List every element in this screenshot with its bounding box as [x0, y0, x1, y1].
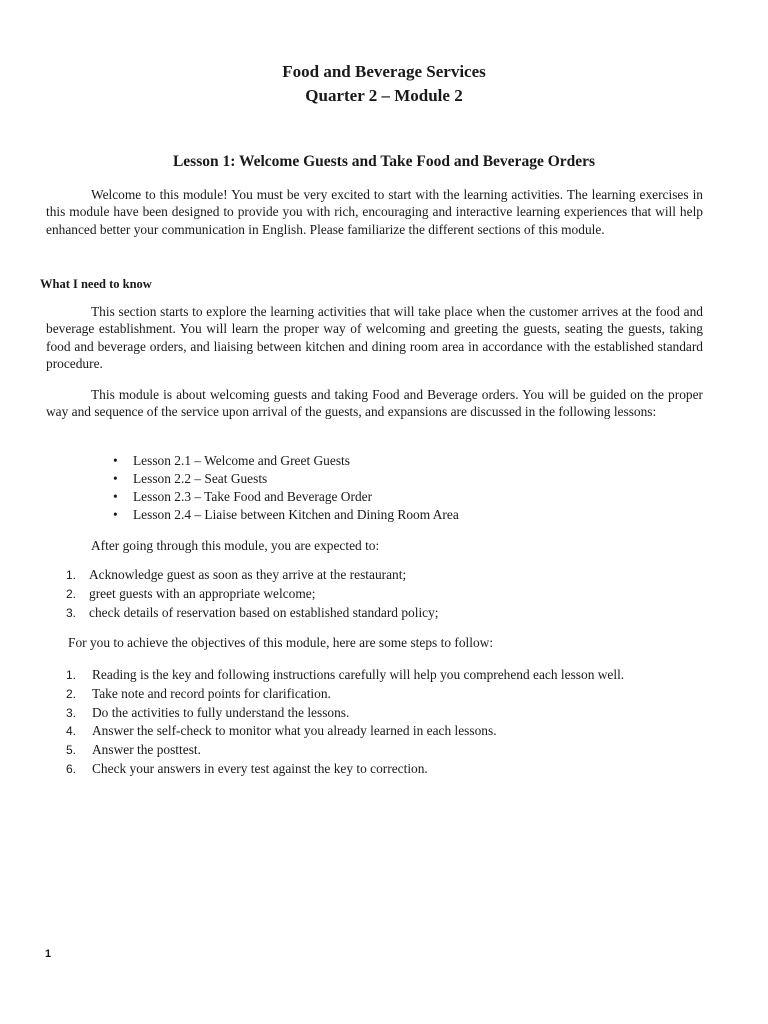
list-number: 1.: [66, 568, 77, 582]
list-number: 4.: [66, 724, 77, 739]
list-text: greet guests with an appropriate welcome;: [89, 585, 316, 601]
section-heading: What I need to know: [40, 277, 152, 291]
list-text: check details of reservation based on established standard policy;: [89, 604, 439, 620]
steps-list: [66, 666, 624, 779]
list-item: [66, 722, 624, 741]
objectives-list: [66, 566, 439, 622]
list-item: [66, 704, 624, 723]
list-number: 1.: [66, 668, 77, 682]
list-item: • Lesson 2.1 – Welcome and Greet Guests: [113, 452, 459, 470]
list-item: [66, 760, 624, 779]
page-number: 1: [45, 948, 52, 960]
section-paragraph-1: This section starts to explore the learning activities that will take place when the customer arrives at the food and beverage establishment. You will learn the proper way of welcoming and greeting the guests, seating the guests, taking food and beverage orders, and liaising between kitchen and dining room area in accordance with the established standard procedure.: [46, 304, 703, 372]
list-item: • Lesson 2.3 – Take Food and Beverage Order: [113, 488, 459, 506]
list-text: Do the activities to fully understand the lessons.: [92, 704, 350, 720]
list-number: 3.: [66, 705, 77, 720]
list-text: Acknowledge guest as soon as they arrive at the restaurant;: [89, 567, 407, 582]
list-item: [66, 666, 624, 685]
list-text: Reading is the key and following instructions carefully will help you comprehend each lesson well.: [92, 667, 625, 682]
list-item: [66, 604, 439, 623]
list-text: Take note and record points for clarification.: [92, 685, 331, 701]
module-title: Food and Beverage Services: [282, 62, 486, 81]
list-item: • Lesson 2.4 – Liaise between Kitchen and Dining Room Area: [113, 506, 459, 524]
list-number: 6.: [66, 761, 77, 776]
list-text: Answer the posttest.: [92, 742, 201, 758]
list-item: [66, 566, 439, 585]
list-number: 2.: [66, 686, 77, 701]
list-number: 2.: [66, 586, 77, 601]
list-text: Answer the self-check to monitor what you already learned in each lessons.: [92, 723, 497, 739]
intro-paragraph: Welcome to this module! You must be very excited to start with the learning activities. The learning exercises in this module have been designed to provide you with rich, encouraging and interactive learning experiences that will help enhanced better your communication in English. Please familiarize the different sections of this module.: [46, 187, 703, 237]
list-item: [66, 585, 439, 604]
list-item: [66, 685, 624, 704]
lessons-list: [113, 452, 459, 524]
list-item: • Lesson 2.2 – Seat Guests: [113, 470, 459, 488]
list-text: Check your answers in every test against the key to correction.: [92, 760, 428, 776]
list-item: [66, 741, 624, 760]
list-number: 5.: [66, 743, 77, 758]
objectives-intro: After going through this module, you are expected to:: [91, 538, 380, 553]
steps-intro: For you to achieve the objectives of this module, here are some steps to follow:: [68, 635, 494, 650]
module-subtitle: Quarter 2 – Module 2: [305, 86, 463, 105]
section-paragraph-2: This module is about welcoming guests and taking Food and Beverage orders. You will be guided on the proper way and sequence of the service upon arrival of the guests, and expansions are discussed in the following lessons:: [46, 387, 703, 420]
list-number: 3.: [66, 605, 77, 620]
lesson-title: Lesson 1: Welcome Guests and Take Food and Beverage Orders: [172, 153, 596, 170]
